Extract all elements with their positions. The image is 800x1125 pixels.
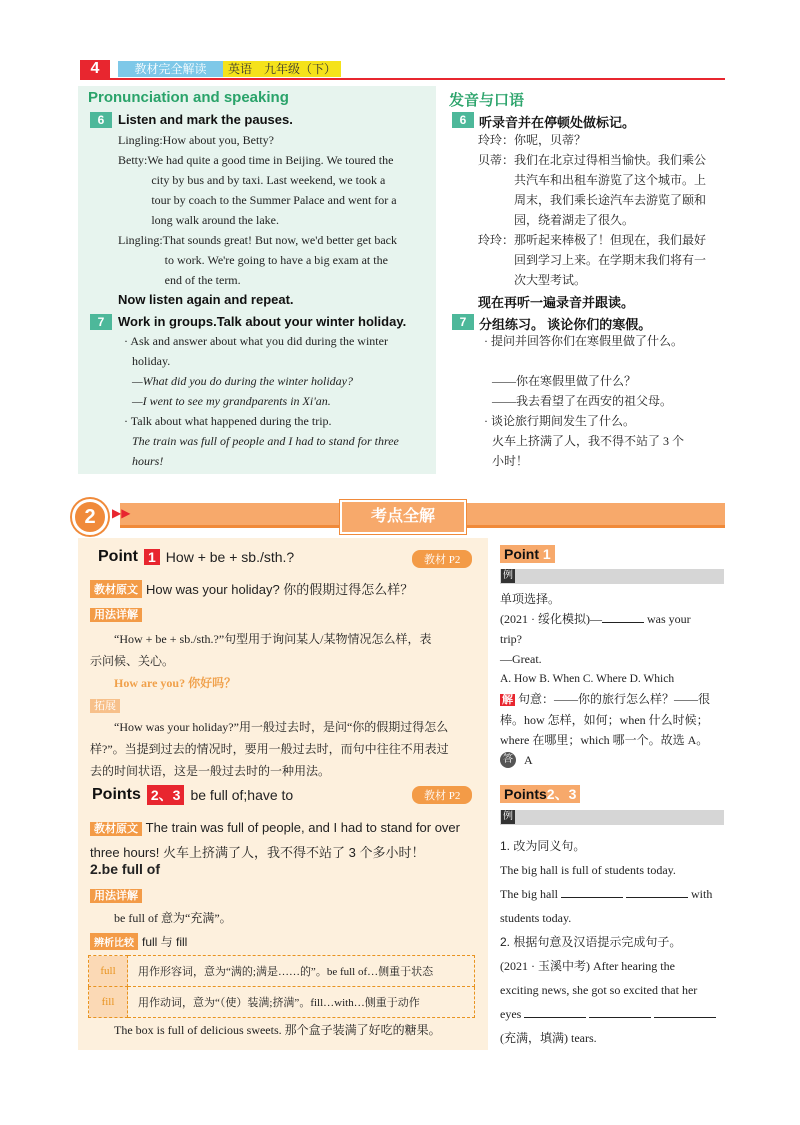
repeat-instruction-cn: 现在再听一遍录音并跟读。 (478, 295, 635, 310)
right-q1 (500, 589, 725, 770)
dialog-text-block (514, 230, 706, 290)
q7-en-line: · Ask and answer about what you did during the winter (124, 334, 388, 348)
question-7-title-en: Work in groups.Talk about your winter holiday. (118, 314, 407, 329)
points-original-text-2: three hours! 火车上挤满了人，我不得不站了 3 个多小时！ (90, 845, 425, 860)
question-7-title-cn: 分组练习。 谈论你们的寒假。 (479, 317, 652, 332)
dialog-text: 共汽车和出租车游览了这个城市。上 (514, 173, 707, 187)
repeat-instruction-en: Now listen again and repeat. (118, 292, 294, 307)
comparison-heading (90, 933, 187, 950)
q7-cn-line: ——你在寒假里做了什么？ (492, 374, 637, 388)
point-number: 1 (144, 549, 160, 565)
question-6-title-cn: 听录音并在停顿处做标记。 (479, 115, 636, 130)
usage-row-2 (90, 886, 142, 904)
q1-explanation (500, 689, 725, 710)
q7-en-line: —What did you do during the winter holiday? (132, 374, 353, 388)
question-7-badge-cn: 7 (452, 314, 474, 330)
q7-cn-spacer (484, 351, 729, 371)
q1-options: A. How B. When C. Where D. Which (500, 673, 675, 685)
dialog-text: 那听起来棒极了！但现在，我们最好 (514, 233, 707, 247)
q-line: (2021 · 玉溪中考) After hearing the (500, 959, 675, 973)
points-word: Points (504, 786, 547, 802)
subpoint-title: 2.be full of (90, 861, 160, 877)
comparison-title: full 与 fill (142, 935, 188, 949)
exp-line: 棒。how 怎样，如何；when 什么时候； (500, 713, 709, 727)
dialog-text: 回到学习上来。在学期末我们将有一 (514, 253, 707, 267)
point-num: 1 (542, 546, 551, 562)
q1-source: (2021 · 绥化模拟)— (500, 612, 602, 626)
question-6-badge: 6 (90, 112, 112, 128)
dialog-cn-line (478, 150, 728, 230)
points-number: 2、3 (147, 785, 185, 805)
q-line (500, 882, 725, 906)
table-key: fill (89, 987, 128, 1018)
dialog-en (118, 130, 428, 290)
example-bar (500, 810, 724, 825)
extension-row (90, 696, 120, 714)
table-row (89, 987, 475, 1018)
textbook-ref-badge: 教材 P2 (412, 786, 472, 804)
section-2-title: 考点全解 (340, 500, 466, 534)
original-text: How was your holiday? 你的假期过得怎么样？ (146, 582, 414, 597)
table-key: full (89, 956, 128, 987)
example-bar (500, 569, 724, 584)
q-instruction: 2. 根据句意及汉语提示完成句子。 (500, 935, 682, 949)
answer-badge: 答 (500, 752, 516, 768)
extension-tag: 拓展 (90, 699, 120, 713)
dialog-en-line (118, 230, 428, 290)
dialog-cn-line (478, 130, 728, 150)
q7-en-line: hours! (132, 454, 164, 468)
answer-blank[interactable] (654, 1017, 716, 1018)
section-2-number: 2 (72, 499, 108, 535)
q7-cn-line: 火车上挤满了人，我不得不站了 3 个 (492, 434, 685, 448)
point-word: Point (504, 546, 539, 562)
q-text: eyes (500, 1007, 522, 1021)
q-instruction: 1. 改为同义句。 (500, 839, 586, 853)
dialog-cn (478, 130, 728, 290)
points-num: 2、3 (546, 786, 577, 802)
dialog-text: long walk around the lake. (151, 213, 279, 227)
q1-line: trip? (500, 632, 522, 646)
dialog-en-line (118, 130, 428, 150)
book-label: 教材完全解读 (118, 61, 223, 77)
speaker: Betty: (118, 153, 148, 167)
full-example: The box is full of delicious sweets. 那个盒子装满了好吃的糖果。 (114, 1023, 441, 1037)
speaker: Lingling: (118, 233, 163, 247)
q-line: The big hall is full of students today. (500, 863, 676, 877)
q7-cn-line: ——我去看望了在西安的祖父母。 (492, 394, 673, 408)
speaker: Lingling: (118, 133, 163, 147)
q7-en-line: The train was full of people and I had to stand for three (132, 434, 399, 448)
example-badge: 例 (503, 570, 513, 581)
q1-line: —Great. (500, 652, 542, 666)
q-line: exciting news, she got so excited that her (500, 983, 698, 997)
q7-en-line: —I went to see my grandparents in Xi'an. (132, 394, 331, 408)
original-text-tag: 教材原文 (90, 580, 142, 598)
points-title: be full of;have to (190, 787, 294, 803)
table-cell: 用作动词，意为“（使）装满;挤满”。fill…with…侧重于动作 (128, 987, 475, 1018)
q7-en-line: · Talk about what happened during the trip. (124, 414, 332, 428)
point-label: Point (98, 548, 138, 565)
speaker: 玲玲： (478, 133, 515, 147)
q1-after: was your (647, 612, 691, 626)
comparison-tag: 辨析比较 (90, 933, 138, 950)
points-original-text (90, 816, 482, 865)
points-2-3-heading (92, 785, 293, 805)
comparison-table (88, 955, 475, 1018)
dialog-text-block (147, 150, 396, 230)
page-number: 4 (80, 60, 110, 78)
exp-line: 句意：——你的旅行怎么样？——很 (518, 692, 711, 706)
dialog-text: We had quite a good time in Beijing. We toured the (147, 153, 394, 167)
dialog-text: city by bus and by taxi. Last weekend, we took a (151, 173, 386, 187)
original-text-tag: 教材原文 (90, 822, 142, 836)
dialog-text: tour by coach to the Summer Palace and went for a (151, 193, 397, 207)
question-6-title-en: Listen and mark the pauses. (118, 112, 293, 127)
answer-value: A (524, 753, 533, 767)
dialog-text: 次大型考试。 (514, 273, 587, 287)
answer-blank[interactable] (589, 1017, 651, 1018)
point-1-heading (98, 548, 294, 566)
q1-line (500, 609, 725, 629)
exp-line: where 在哪里；which 哪一个。故选 A。 (500, 733, 709, 747)
explanation-badge: 解 (502, 694, 513, 706)
extension-text (90, 716, 478, 782)
dialog-en-line (118, 150, 428, 230)
extension-line: “How was your holiday?”用一般过去时，是问“你的假期过得怎么 (114, 720, 449, 734)
example-badge: 例 (503, 811, 513, 822)
right-point-label (500, 545, 555, 563)
q7-cn-line: 小时！ (492, 454, 529, 468)
q7-cn-line: · 提问并回答你们在寒假里做了什么。 (484, 334, 683, 348)
usage-text (90, 628, 478, 672)
question-6-badge-cn: 6 (452, 112, 474, 128)
extension-line: 去的时间状语，这是一般过去时的一种用法。 (90, 764, 331, 778)
q1-instruction: 单项选择。 (500, 592, 561, 606)
dialog-text: 周末，我们乘长途汽车去游览了颐和 (514, 193, 707, 207)
point-title: How + be + sb./sth.? (165, 549, 295, 565)
right-q23 (500, 834, 725, 1050)
points-label: Points (92, 786, 141, 803)
subject-label: 英语 九年级（下） (223, 61, 341, 77)
header-divider (80, 78, 725, 80)
q-line (500, 1002, 725, 1026)
right-points-2-3-heading (500, 784, 580, 804)
extension-line: 样?”。当提到过去的情况时，要用一般过去时，而句中往往不用表过 (90, 742, 449, 756)
right-point-1-heading (500, 546, 555, 564)
speaker: 玲玲： (478, 233, 515, 247)
speaker: 贝蒂： (478, 153, 515, 167)
dialog-text: 你呢，贝蒂？ (514, 133, 587, 147)
answer-row (500, 750, 725, 770)
answer-blank[interactable] (561, 897, 623, 898)
dialog-text: 园，绕着湖走了很久。 (514, 213, 635, 227)
dialog-text: 我们在北京过得相当愉快。我们乘公 (514, 153, 707, 167)
table-cell: 用作形容词，意为“满的;满是……的”。be full of…侧重于状态 (128, 956, 475, 987)
dialog-text: How about you, Betty? (162, 133, 274, 147)
q-line: (充满，填满) tears. (500, 1031, 597, 1045)
table-row (89, 956, 475, 987)
q7-cn-content (484, 331, 729, 471)
be-full-of-usage: be full of 意为“充满”。 (114, 911, 232, 925)
dialog-text: That sounds great! But now, we'd better get back (162, 233, 397, 247)
usage-row (90, 605, 142, 623)
q7-en-line: holiday. (132, 354, 171, 368)
double-arrow-icon: ▶▶ (112, 506, 131, 520)
textbook-ref-badge: 教材 P2 (412, 550, 472, 568)
points-original-line (90, 816, 482, 841)
usage-line: 示问候、关心。 (90, 654, 175, 668)
usage-line: “How + be + sb./sth.?”句型用于询问某人/某物情况怎么样，表 (114, 632, 432, 646)
q7-cn-line: · 谈论旅行期间发生了什么。 (484, 414, 635, 428)
q7-en-content (124, 331, 429, 471)
dialog-cn-line (478, 230, 728, 290)
q-text: with (690, 887, 713, 901)
usage-tag: 用法详解 (90, 889, 142, 903)
section-title-en: Pronunciation and speaking (88, 89, 289, 106)
dialog-text: to work. We're going to have a big exam at the (164, 253, 388, 267)
question-7-badge: 7 (90, 314, 112, 330)
q-text: The big hall (500, 887, 558, 901)
q-line: students today. (500, 911, 572, 925)
right-points-label (500, 785, 580, 803)
dialog-text-block (163, 230, 397, 290)
answer-blank[interactable] (524, 1017, 586, 1018)
section-title-cn: 发音与口语 (449, 92, 525, 109)
dialog-text: end of the term. (164, 273, 241, 287)
example-sentence: How are you? 你好吗？ (114, 676, 237, 690)
dialog-text-block (514, 150, 706, 230)
usage-tag: 用法详解 (90, 608, 142, 622)
answer-blank[interactable] (602, 622, 644, 623)
original-text-row (90, 579, 413, 598)
answer-blank[interactable] (626, 897, 688, 898)
points-original-text-1: The train was full of people, and I had to stand for over (145, 820, 460, 835)
